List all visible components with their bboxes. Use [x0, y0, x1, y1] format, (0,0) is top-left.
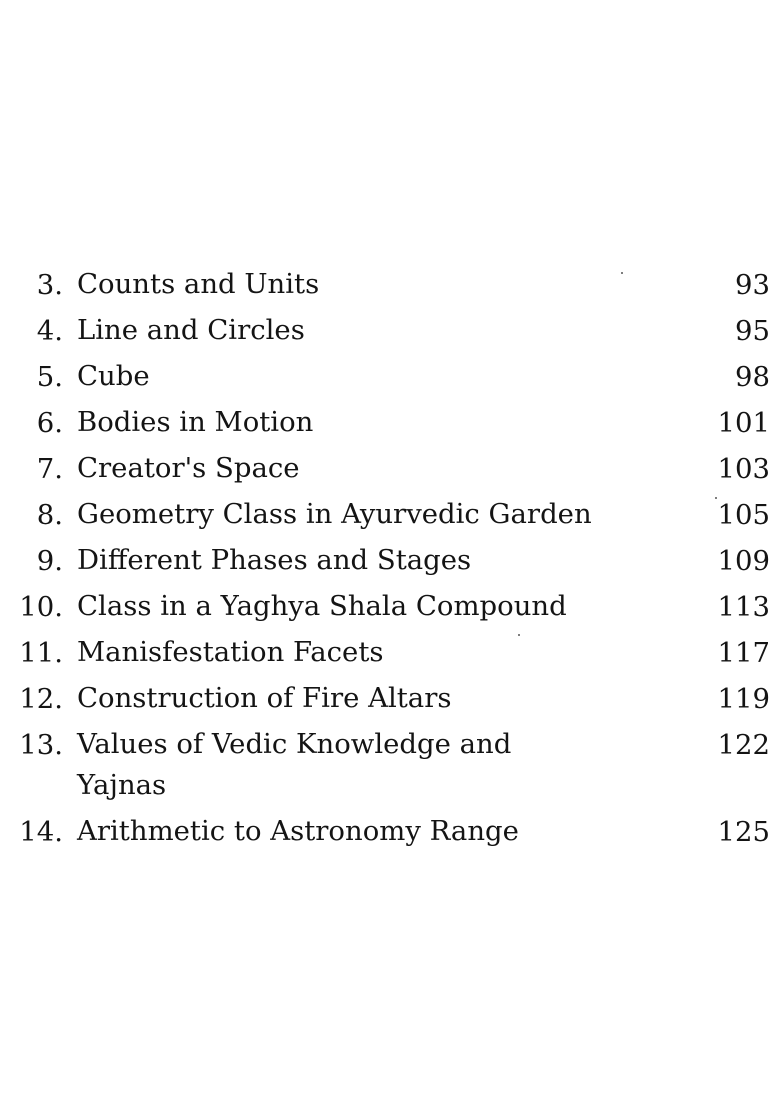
chapter-title: Cube: [77, 360, 150, 392]
toc-entry: [0, 262, 780, 308]
toc-entry: [0, 538, 780, 584]
page-number: 103: [717, 453, 770, 485]
chapter-title: Values of Vedic Knowledge and Yajnas: [77, 728, 512, 801]
toc-entry: [0, 630, 780, 676]
page-number: 93: [735, 269, 770, 301]
toc-entry: [0, 354, 780, 400]
page-number: 109: [717, 545, 770, 577]
chapter-number: 4.: [36, 315, 63, 347]
page-number: 119: [717, 683, 770, 715]
chapter-title: Different Phases and Stages: [77, 544, 472, 576]
chapter-number: 7.: [36, 453, 63, 485]
chapter-number: 6.: [36, 407, 63, 439]
toc-entry: [0, 400, 780, 446]
chapter-title: Construction of Fire Altars: [77, 682, 452, 714]
toc-entry: [0, 308, 780, 354]
scan-speck: [621, 272, 623, 274]
chapter-title: Counts and Units: [77, 268, 320, 300]
toc-entry: [0, 676, 780, 722]
page-number: 95: [735, 315, 770, 347]
page-number: 125: [717, 816, 770, 848]
chapter-number: 11.: [19, 637, 63, 669]
chapter-number: 3.: [36, 269, 63, 301]
toc-entry: [0, 584, 780, 630]
page-number: 113: [717, 591, 770, 623]
chapter-number: 13.: [19, 729, 63, 761]
scan-speck: [518, 634, 520, 636]
page-number: 101: [717, 407, 770, 439]
chapter-title: Line and Circles: [77, 314, 305, 346]
page-number: 105: [717, 499, 770, 531]
page-number: 122: [717, 729, 770, 761]
scan-speck: [715, 497, 717, 499]
chapter-number: 10.: [19, 591, 63, 623]
toc-entry: [0, 809, 780, 855]
chapter-title: Creator's Space: [77, 452, 300, 484]
chapter-number: 5.: [36, 361, 63, 393]
toc-entry: [0, 722, 780, 809]
toc-entry: [0, 446, 780, 492]
chapter-title: Bodies in Motion: [77, 406, 314, 438]
chapter-title: Geometry Class in Ayurvedic Garden: [77, 498, 592, 530]
page-number: 117: [717, 637, 770, 669]
toc-entry: [0, 492, 780, 538]
table-of-contents: [0, 262, 780, 855]
chapter-number: 12.: [19, 683, 63, 715]
chapter-number: 9.: [36, 545, 63, 577]
chapter-title: Class in a Yaghya Shala Compound: [77, 590, 567, 622]
page-number: 98: [735, 361, 770, 393]
chapter-number: 14.: [19, 816, 63, 848]
chapter-title: Manisfestation Facets: [77, 636, 384, 668]
chapter-number: 8.: [36, 499, 63, 531]
chapter-title: Arithmetic to Astronomy Range: [77, 815, 519, 847]
